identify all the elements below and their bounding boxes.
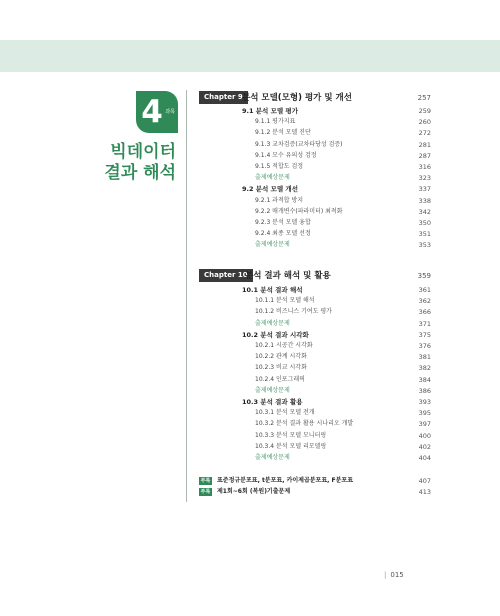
toc-subsection-entry[interactable]: [255, 341, 431, 351]
toc-section-entry[interactable]: [242, 397, 431, 407]
toc-entry-title: 출제예상문제: [255, 319, 290, 327]
toc-section-entry[interactable]: [242, 106, 431, 116]
toc-entry-title: 9.2.4 최종 모델 선정: [255, 230, 311, 238]
toc-entry-title: 10.3.4 분석 모델 리모델링: [255, 442, 327, 450]
toc-entry-page: 404: [418, 454, 431, 462]
toc-entry-page: 395: [418, 409, 431, 418]
toc-entry-title: 10.2.2 관계 시각화: [255, 353, 307, 361]
toc-entry-page: 287: [418, 151, 431, 160]
toc-subsection-entry[interactable]: [255, 307, 431, 317]
toc-subsection-entry[interactable]: [255, 117, 431, 127]
part-number: 4: [141, 94, 163, 130]
toc-subsection-entry[interactable]: [255, 128, 431, 138]
appendix-title: 표준정규분포표, t분포표, 카이제곱분포표, F분포표: [217, 477, 353, 484]
toc-entry-title: 출제예상문제: [255, 174, 290, 182]
toc-exercise-entry[interactable]: [255, 173, 431, 183]
part-title-line2: 결과 해석: [104, 163, 176, 183]
footer-page-number: 015: [390, 571, 404, 579]
toc-subsection-entry[interactable]: [255, 196, 431, 206]
toc-entry-page: 316: [418, 163, 431, 171]
toc-subsection-entry[interactable]: [255, 408, 431, 418]
toc-entry-page: 259: [418, 107, 431, 115]
toc-entry-page: 338: [418, 196, 431, 205]
chapter-tag: Chapter 9: [199, 91, 248, 104]
toc-entry-page: 362: [418, 297, 431, 306]
footer-separator: |: [384, 571, 387, 579]
toc-entry-page: 361: [418, 286, 431, 294]
appendix-entry[interactable]: [199, 476, 431, 486]
chapter-title: 분석 모델(모형) 평가 및 개선: [242, 93, 352, 103]
toc-entry-page: 353: [418, 241, 431, 250]
part-title: [104, 142, 176, 184]
toc-entry-page: 376: [418, 342, 431, 350]
toc-entry-title: 9.2.3 분석 모델 융합: [255, 219, 311, 226]
appendix-tag: 부록: [200, 489, 211, 495]
appendix-title: 제1회~6회 (복원)기출문제: [217, 488, 291, 495]
toc-exercise-entry[interactable]: [255, 319, 431, 329]
toc-entry-title: 10.3 분석 결과 활용: [242, 398, 303, 406]
toc-entry-page: 384: [418, 375, 431, 384]
toc-entry-page: 342: [418, 207, 431, 216]
toc-entry-page: 272: [418, 129, 431, 138]
part-title-line1: 빅데이터: [110, 142, 176, 162]
toc-entry-page: 371: [418, 319, 431, 328]
chapter-tag: Chapter 10: [199, 269, 253, 282]
toc-entry-page: 281: [418, 140, 431, 149]
toc-entry-title: 9.2 분석 모델 개선: [242, 185, 298, 194]
toc-entry-title: 9.2.1 과적합 방지: [255, 196, 304, 204]
toc-entry-title: 10.3.1 분석 모델 전개: [255, 409, 315, 417]
appendix-tag: 부록: [200, 478, 211, 484]
toc-entry-title: 9.1.1 평가지표: [255, 118, 296, 126]
toc-exercise-entry[interactable]: [255, 240, 431, 250]
toc-entry-title: 10.3.3 분석 모델 모니터링: [255, 431, 327, 439]
toc-entry-title: 10.2.1 시공간 시각화: [255, 342, 313, 349]
toc-entry-title: 9.1.2 분석 모델 진단: [255, 129, 311, 137]
toc-exercise-entry[interactable]: [255, 386, 431, 396]
appendix-page: 413: [418, 488, 431, 496]
toc-subsection-entry[interactable]: [255, 419, 431, 429]
chapter-page: 257: [417, 94, 431, 102]
toc-subsection-entry[interactable]: [255, 375, 431, 385]
toc-entry-title: 10.2.3 비교 시각화: [255, 364, 307, 372]
chapter-page: 359: [417, 272, 431, 280]
toc-subsection-entry[interactable]: [255, 218, 431, 228]
toc-entry-page: 323: [418, 174, 431, 183]
toc-entry-title: 9.1.3 교차검증(교차타당성 검증): [255, 140, 343, 148]
toc-exercise-entry[interactable]: [255, 453, 431, 463]
toc-entry-title: 10.3.2 분석 결과 활용 시나리오 개발: [255, 420, 354, 428]
toc-entry-page: 350: [418, 219, 431, 227]
toc-entry-title: 10.1 분석 결과 해석: [242, 286, 303, 294]
toc-entry-title: 출제예상문제: [255, 454, 290, 461]
toc-entry-title: 9.1.5 적합도 검정: [255, 163, 304, 170]
toc-subsection-entry[interactable]: [255, 162, 431, 172]
toc-entry-title: 10.2.4 인포그래픽: [255, 375, 305, 383]
toc-entry-page: 386: [418, 386, 431, 395]
toc-entry-title: 출제예상문제: [255, 386, 290, 394]
toc-entry-page: 402: [418, 442, 431, 451]
toc-subsection-entry[interactable]: [255, 140, 431, 150]
part-label: 과목: [165, 109, 175, 115]
toc-entry-page: 393: [418, 398, 431, 406]
toc-entry-title: 9.2.2 매개변수(파라미터) 최적화: [255, 207, 343, 215]
page-footer: [384, 571, 404, 579]
toc-subsection-entry[interactable]: [255, 363, 431, 373]
part-badge: [136, 91, 178, 133]
toc-section-entry[interactable]: [242, 184, 431, 194]
appendix-entry[interactable]: [199, 487, 431, 497]
toc-subsection-entry[interactable]: [255, 229, 431, 239]
toc-entry-title: 9.1 분석 모델 평가: [242, 107, 298, 115]
toc-subsection-entry[interactable]: [255, 296, 431, 306]
toc-entry-title: 10.1.1 분석 모델 해석: [255, 297, 315, 305]
toc-subsection-entry[interactable]: [255, 352, 431, 362]
toc-subsection-entry[interactable]: [255, 151, 431, 161]
chapter-title: 분석 결과 해석 및 활용: [245, 271, 331, 281]
toc-entry-page: 400: [418, 431, 431, 440]
toc-entry-page: 351: [418, 230, 431, 239]
toc-entry-title: 9.1.4 모수 유의성 검정: [255, 151, 317, 159]
toc-entry-page: 366: [418, 308, 431, 317]
toc-entry-title: 출제예상문제: [255, 241, 290, 249]
appendix-page: 407: [418, 477, 431, 485]
toc-subsection-entry[interactable]: [255, 207, 431, 217]
toc-entry-title: 10.2 분석 결과 시각화: [242, 330, 309, 339]
toc-subsection-entry[interactable]: [255, 442, 431, 452]
toc-entry-page: 337: [418, 185, 431, 194]
toc-section-entry[interactable]: [242, 285, 431, 295]
toc-entry-page: 375: [418, 330, 431, 339]
toc-entry-title: 10.1.2 비즈니스 기여도 평가: [255, 308, 332, 316]
toc-entry-page: 382: [418, 364, 431, 373]
toc-section-entry[interactable]: [242, 330, 431, 340]
top-band: [0, 40, 500, 72]
chapter-10-header[interactable]: [199, 269, 431, 283]
divider-line: [186, 90, 187, 502]
toc-subsection-entry[interactable]: [255, 431, 431, 441]
chapter-9-header[interactable]: [199, 91, 431, 105]
toc-entry-page: 397: [418, 420, 431, 429]
toc-entry-page: 260: [418, 118, 431, 127]
toc-entry-page: 381: [418, 353, 431, 362]
